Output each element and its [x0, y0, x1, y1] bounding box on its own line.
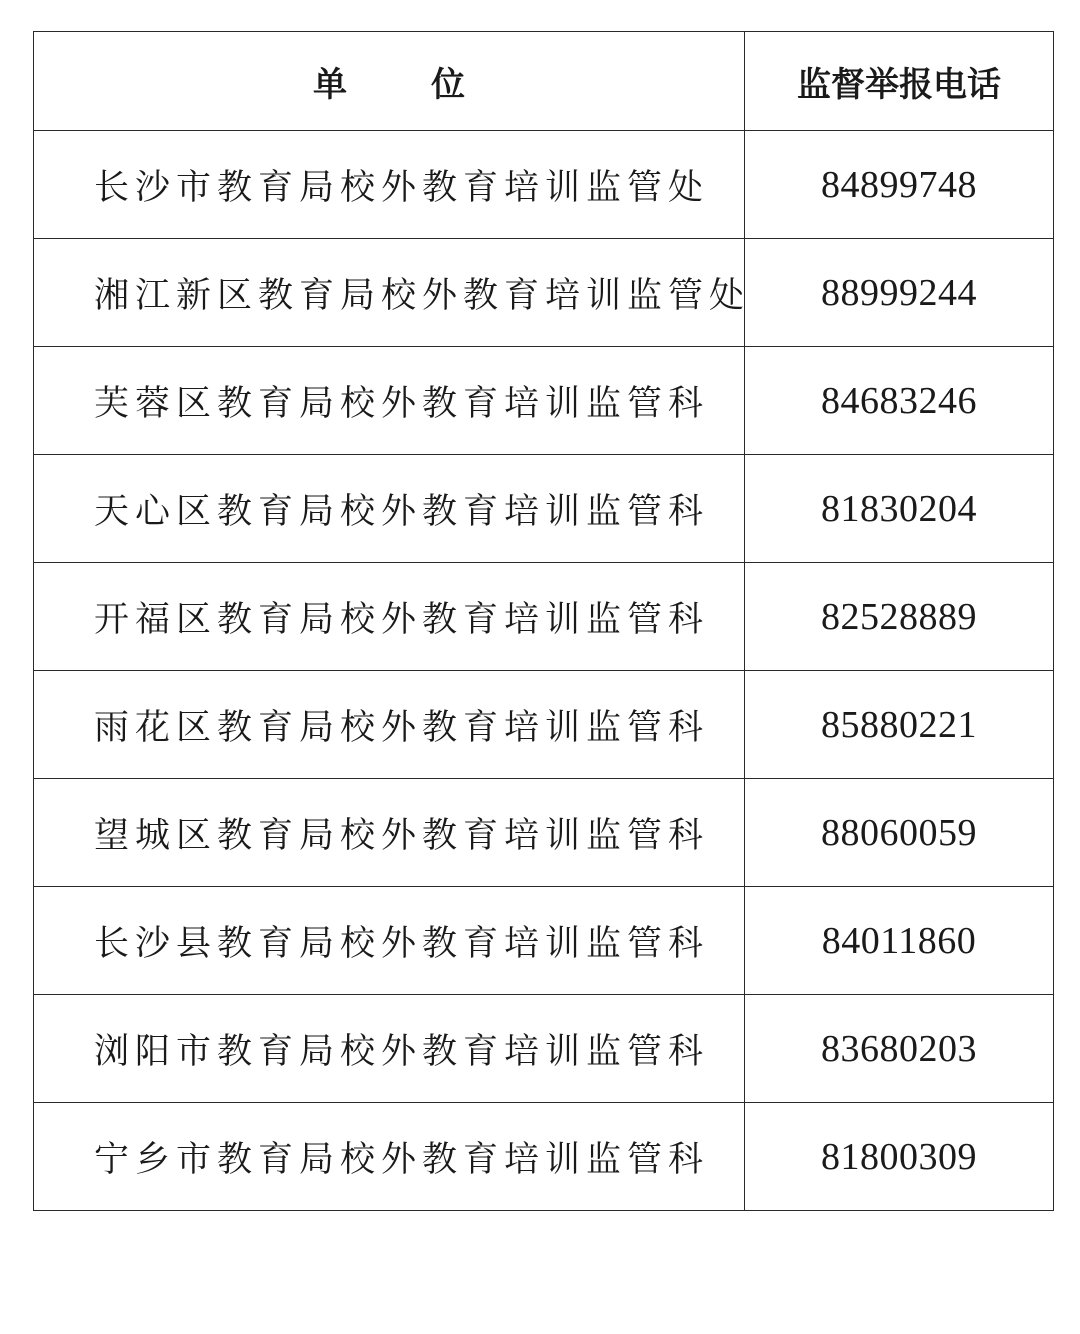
phone-cell: 84011860: [745, 887, 1054, 995]
unit-cell: 宁乡市教育局校外教育培训监管科: [34, 1103, 745, 1211]
unit-cell: 浏阳市教育局校外教育培训监管科: [34, 995, 745, 1103]
unit-cell: 望城区教育局校外教育培训监管科: [34, 779, 745, 887]
table-row: [34, 239, 1054, 347]
hotline-table: [33, 31, 1054, 1211]
table-row: [34, 887, 1054, 995]
header-unit-char-1: 单: [313, 64, 347, 105]
table-row: [34, 671, 1054, 779]
unit-cell: 开福区教育局校外教育培训监管科: [34, 563, 745, 671]
phone-cell: 84899748: [745, 131, 1054, 239]
table-row: [34, 455, 1054, 563]
phone-cell: 82528889: [745, 563, 1054, 671]
header-phone: 监督举报电话: [745, 32, 1054, 131]
table-row: [34, 1103, 1054, 1211]
unit-cell: 湘江新区教育局校外教育培训监管处: [34, 239, 745, 347]
hotline-table-container: [33, 31, 1053, 1211]
table-row: [34, 131, 1054, 239]
table-row: [34, 563, 1054, 671]
unit-cell: 天心区教育局校外教育培训监管科: [34, 455, 745, 563]
table-row: [34, 347, 1054, 455]
phone-cell: 88999244: [745, 239, 1054, 347]
header-unit: [34, 32, 745, 131]
table-header-row: [34, 32, 1054, 131]
phone-cell: 84683246: [745, 347, 1054, 455]
unit-cell: 雨花区教育局校外教育培训监管科: [34, 671, 745, 779]
phone-cell: 81830204: [745, 455, 1054, 563]
phone-cell: 81800309: [745, 1103, 1054, 1211]
unit-cell: 芙蓉区教育局校外教育培训监管科: [34, 347, 745, 455]
unit-cell: 长沙市教育局校外教育培训监管处: [34, 131, 745, 239]
phone-cell: 85880221: [745, 671, 1054, 779]
header-unit-char-2: 位: [431, 64, 465, 105]
table-row: [34, 995, 1054, 1103]
phone-cell: 88060059: [745, 779, 1054, 887]
table-row: [34, 779, 1054, 887]
phone-cell: 83680203: [745, 995, 1054, 1103]
unit-cell: 长沙县教育局校外教育培训监管科: [34, 887, 745, 995]
